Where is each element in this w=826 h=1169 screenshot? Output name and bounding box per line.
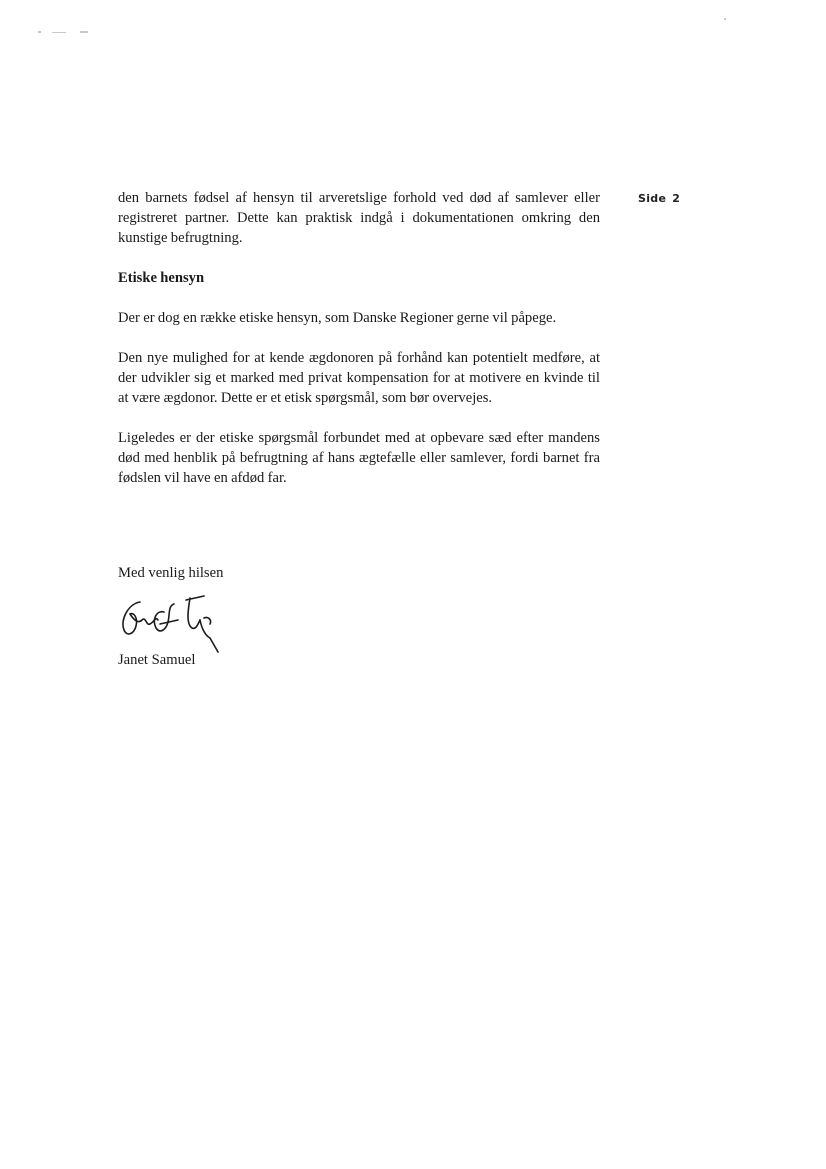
section-intro: Der er dog en række etiske hensyn, som Danske Regioner gerne vil påpege. bbox=[118, 310, 557, 326]
section-heading: Etiske hensyn bbox=[118, 270, 205, 286]
ethics-section bbox=[118, 268, 600, 328]
letter-body bbox=[118, 188, 600, 508]
scan-artifact bbox=[724, 18, 726, 20]
closing-greeting: Med venlig hilsen bbox=[118, 565, 224, 581]
scan-artifact bbox=[80, 31, 88, 33]
page-number bbox=[638, 192, 680, 205]
page-label: Side bbox=[638, 192, 667, 205]
body-paragraph: Ligeledes er der etiske spørgsmål forbundet med at opbevare sæd efter mandens død med henblik på befrugtning af hans ægtefælle eller samlever, fordi barnet fra fødslen vil have en afdød far. bbox=[118, 430, 600, 486]
scan-artifact bbox=[52, 32, 66, 33]
body-paragraph: Den nye mulighed for at kende ægdonoren på forhånd kan potentielt medføre, at der udvikler sig et marked med privat kompensation for at motivere en kvinde til at være ægdonor. Dette er et etisk spørgsmål, som bør overvejes. bbox=[118, 350, 600, 406]
body-paragraph: den barnets fødsel af hensyn til arveretslige forhold ved død af samlever eller registreret partner. Dette kan praktisk indgå i dokumentationen omkring den kunstige befrugtning. bbox=[118, 190, 600, 246]
scan-artifact bbox=[38, 31, 41, 33]
signer-name: Janet Samuel bbox=[118, 652, 196, 668]
page-number-value: 2 bbox=[672, 192, 681, 205]
